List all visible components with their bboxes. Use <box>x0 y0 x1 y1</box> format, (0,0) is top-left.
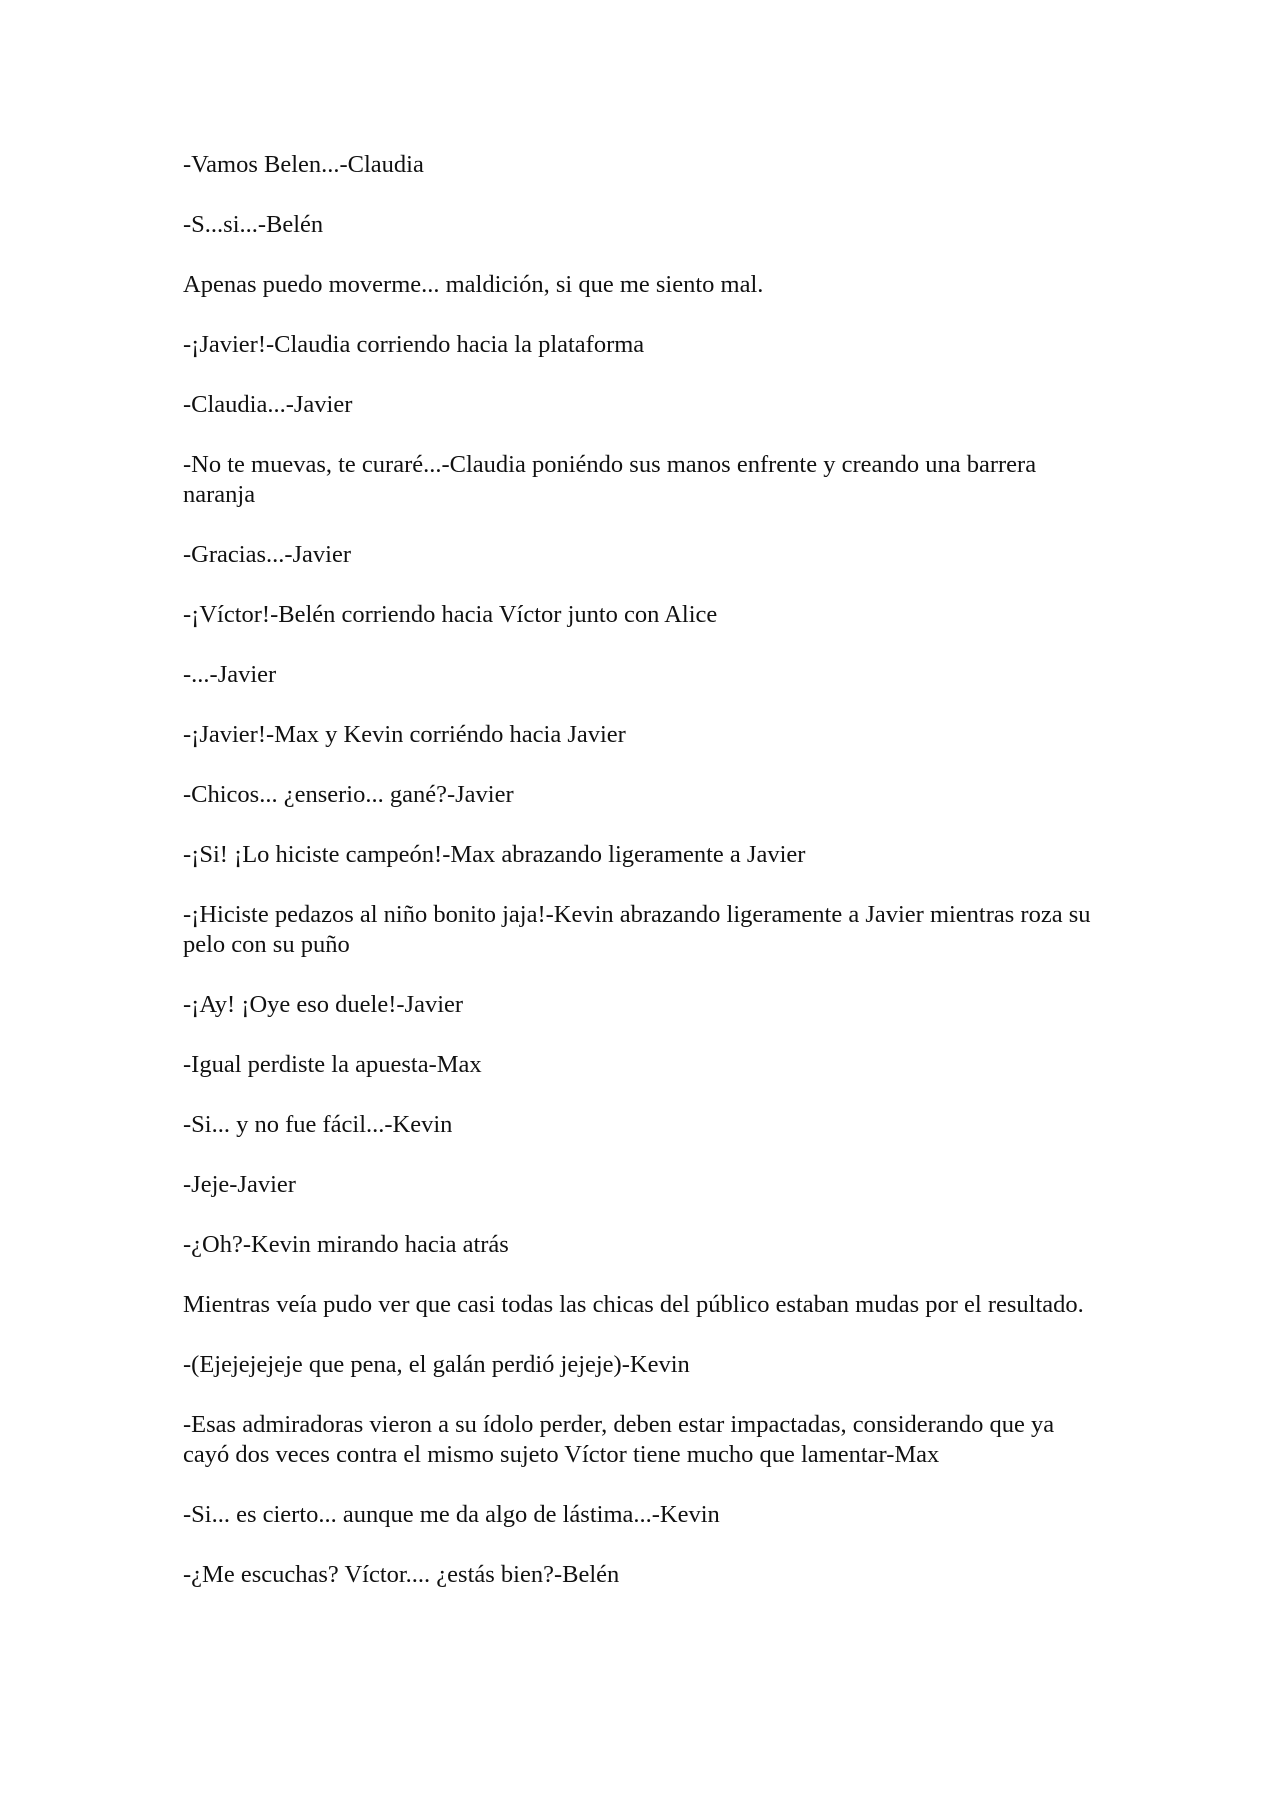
paragraph: -¡Javier!-Max y Kevin corriéndo hacia Javier <box>183 721 626 748</box>
document-body <box>183 150 1103 1620</box>
paragraph: -¡Ay! ¡Oye eso duele!-Javier <box>183 991 464 1018</box>
paragraph: -No te muevas, te curaré...-Claudia poniéndo sus manos enfrente y creando una barrera naranja <box>183 451 1037 508</box>
paragraph: Mientras veía pudo ver que casi todas las chicas del público estaban mudas por el resultado. <box>183 1291 1084 1318</box>
paragraph: -Igual perdiste la apuesta-Max <box>183 1051 482 1078</box>
paragraph: -¡Hiciste pedazos al niño bonito jaja!-Kevin abrazando ligeramente a Javier mientras roza su pelo con su puño <box>183 901 1091 958</box>
paragraph: -¡Si! ¡Lo hiciste campeón!-Max abrazando ligeramente a Javier <box>183 841 806 868</box>
paragraph: -¿Me escuchas? Víctor.... ¿estás bien?-Belén <box>183 1561 620 1588</box>
paragraph: Apenas puedo moverme... maldición, si que me siento mal. <box>183 271 764 298</box>
paragraph: -Vamos Belen...-Claudia <box>183 151 424 178</box>
paragraph: -Esas admiradoras vieron a su ídolo perder, deben estar impactadas, considerando que ya cayó dos veces contra el mismo sujeto Víctor tiene mucho que lamentar-Max <box>183 1411 1055 1468</box>
paragraph: -Si... es cierto... aunque me da algo de lástima...-Kevin <box>183 1501 720 1528</box>
paragraph: -S...si...-Belén <box>183 211 324 238</box>
paragraph: -¡Javier!-Claudia corriendo hacia la plataforma <box>183 331 645 358</box>
paragraph: -...-Javier <box>183 661 277 688</box>
paragraph: -(Ejejejejeje que pena, el galán perdió jejeje)-Kevin <box>183 1351 690 1378</box>
paragraph: -Chicos... ¿enserio... gané?-Javier <box>183 781 514 808</box>
paragraph: -¡Víctor!-Belén corriendo hacia Víctor junto con Alice <box>183 601 718 628</box>
paragraph: -Gracias...-Javier <box>183 541 352 568</box>
paragraph: -¿Oh?-Kevin mirando hacia atrás <box>183 1231 509 1258</box>
paragraph: -Jeje-Javier <box>183 1171 296 1198</box>
paragraph: -Claudia...-Javier <box>183 391 353 418</box>
paragraph: -Si... y no fue fácil...-Kevin <box>183 1111 453 1138</box>
